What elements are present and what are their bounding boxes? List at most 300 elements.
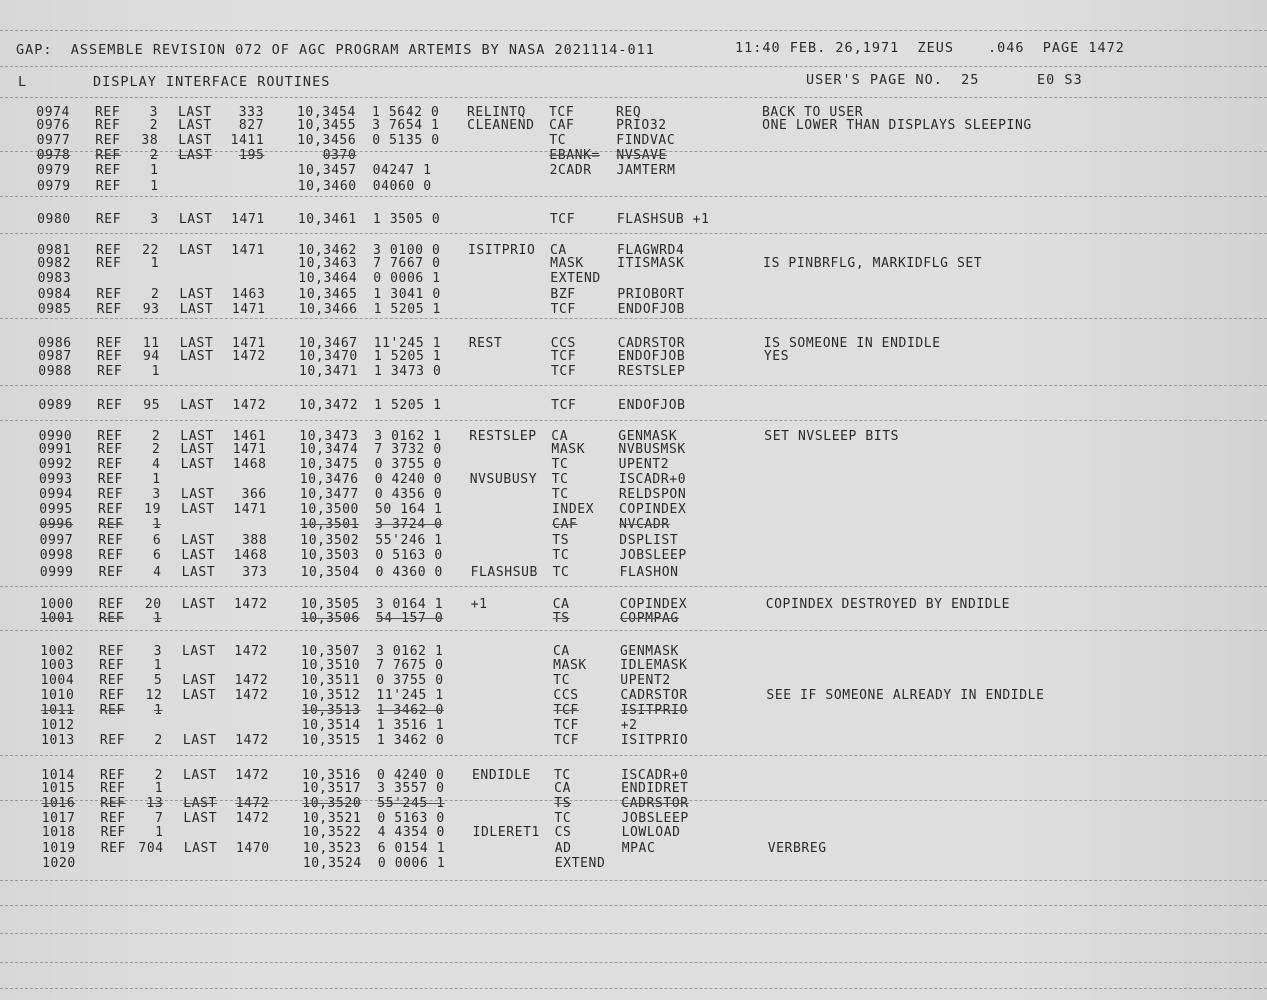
opcode: MASK [553,658,587,673]
address: 10,3460 [297,179,357,194]
ruled-line [0,196,1267,197]
last-keyword: LAST [180,487,215,502]
address: 10,3455 [297,118,357,133]
last-line: 1471 [231,302,266,317]
last-line: 1472 [235,796,270,811]
last-line: 1463 [231,287,266,302]
opcode: CAF [552,517,578,532]
last-keyword: LAST [181,533,215,548]
object-code: 0 5163 0 [375,548,443,563]
operand: LOWLOAD [621,825,681,840]
last-keyword: LAST [179,302,214,317]
address: 10,3510 [301,658,361,673]
line-number: 0986 [37,336,72,351]
opcode: TC [551,457,569,472]
opcode: TS [552,533,570,548]
opcode: TCF [553,703,579,718]
opcode: CAF [549,118,575,133]
line-number: 1001 [40,611,74,626]
line-number: 0987 [38,349,72,364]
last-line: 1411 [230,133,265,148]
ruled-line [0,97,1267,98]
line-number: 0978 [36,148,71,163]
operand: CADRSTOR [617,336,686,351]
line-number: 1004 [40,673,75,688]
last-line: 1472 [233,597,268,612]
operand: ENDIDRET [621,781,689,796]
opcode: TCF [553,718,579,733]
line-number: 1013 [41,733,75,748]
operand: UPENT2 [620,673,671,688]
ref-keyword: REF [98,611,125,626]
last-keyword: LAST [180,457,215,472]
last-keyword: LAST [179,336,214,351]
operand: +2 [620,718,638,733]
ref-keyword: REF [99,733,126,748]
operand: ENDOFJOB [617,302,685,317]
address: 10,3462 [298,243,357,258]
ref-keyword: REF [98,533,124,548]
ref-count: 22 [142,243,159,258]
ref-count: 13 [146,796,164,811]
last-line: 1472 [235,768,269,783]
symbol-label: FLASHSUB [470,565,538,580]
ref-count: 1 [154,703,163,718]
ref-keyword: REF [95,179,121,194]
ref-keyword: REF [95,212,122,227]
operand: ITISMASK [617,256,685,271]
address: 10,3511 [301,673,361,688]
last-line: 1472 [232,349,266,364]
ref-keyword: REF [95,133,121,148]
last-keyword: LAST [183,768,217,783]
opcode: EBANK= [549,148,600,163]
address: 10,3464 [298,271,358,286]
opcode: CA [553,644,570,659]
address: 10,3470 [298,349,358,364]
ref-keyword: REF [100,781,126,796]
last-keyword: LAST [178,118,212,133]
operand: PRIO32 [616,118,667,133]
ref-keyword: REF [99,688,125,703]
address: 10,3466 [298,302,358,317]
ref-keyword: REF [100,841,126,856]
operand: GENMASK [618,429,678,444]
opcode: TCF [549,105,575,120]
line-number: 0983 [37,271,72,286]
last-keyword: LAST [178,212,213,227]
ref-count: 2 [154,733,163,748]
address: 10,3457 [297,163,357,178]
operand: DSPLIST [619,533,679,548]
ruled-line [0,630,1267,631]
ruled-line [0,962,1267,963]
ref-keyword: REF [99,658,125,673]
object-code: 3 0162 1 [376,644,444,659]
opcode: TC [553,673,571,688]
symbol-label: ENDIDLE [472,768,531,783]
ref-count: 2 [151,429,161,444]
object-code: 3 7654 1 [372,118,440,133]
ref-count: 20 [144,597,162,612]
last-line: 1472 [234,644,268,659]
operand: COPINDEX [619,597,688,612]
ref-keyword: REF [100,811,126,826]
operand: NVSAVE [616,148,667,163]
object-code: 7 7667 0 [373,256,441,271]
object-code: 3 0100 0 [373,243,441,258]
operand: ISCADR+0 [618,472,687,487]
line-number: 1003 [40,658,75,673]
ref-keyword: REF [99,644,125,659]
ref-keyword: REF [95,148,121,163]
object-code: 1 3041 0 [373,287,441,302]
ref-count: 1 [153,611,162,626]
operand: FLAGWRD4 [617,243,685,258]
operand: ISCADR+0 [621,768,689,783]
operand: ENDOFJOB [618,398,686,413]
opcode: CA [551,429,569,444]
ref-count: 12 [145,688,163,703]
opcode: TS [554,796,572,811]
last-line: 1472 [232,398,267,413]
operand: FLASHON [619,565,679,580]
operand: JAMTERM [616,163,676,178]
address: 10,3501 [300,517,360,532]
address: 10,3475 [299,457,359,472]
last-keyword: LAST [180,442,215,457]
ref-keyword: REF [97,398,123,413]
last-keyword: LAST [183,841,218,856]
ref-count: 1 [150,179,159,194]
line-number: 0999 [39,565,74,580]
address: 10,3515 [301,733,361,748]
line-number: 0979 [36,163,71,178]
line-number: 1010 [40,688,75,703]
opcode: CA [554,781,571,796]
object-code: 3 0164 1 [375,597,444,612]
address: 10,3471 [299,364,358,379]
object-code: 04060 0 [372,179,432,194]
object-code: 0 5163 0 [377,811,445,826]
opcode: TCF [551,364,577,379]
ref-keyword: REF [96,302,122,317]
opcode: TC [551,472,569,487]
last-keyword: LAST [178,105,212,120]
object-code: 3 3557 0 [377,781,445,796]
symbol-label: ISITPRIO [468,243,536,258]
object-code: 7 7675 0 [376,658,444,673]
address: 10,3512 [301,688,361,703]
line-number: 0989 [38,398,73,413]
ruled-line [0,905,1267,906]
last-keyword: LAST [183,811,218,826]
ref-keyword: REF [95,163,121,178]
ref-count: 1 [150,256,160,271]
ref-keyword: REF [97,457,123,472]
object-code: 0 3755 0 [374,457,442,472]
line-number: 0998 [39,548,74,563]
opcode: MASK [551,442,586,457]
ref-keyword: REF [96,243,122,258]
ruled-line [0,988,1267,989]
line-number: 1016 [41,796,76,811]
ref-keyword: REF [96,349,123,364]
ref-keyword: REF [97,487,124,502]
line-number: 0981 [37,243,71,258]
last-line: 195 [239,148,265,163]
object-code: 0 0006 1 [373,271,441,286]
line-number: 0985 [37,302,72,317]
last-keyword: LAST [181,565,216,580]
address: 10,3473 [299,429,359,444]
ref-keyword: REF [97,429,123,444]
last-keyword: LAST [181,548,216,563]
opcode: TC [551,487,569,502]
symbol-label: RESTSLEP [469,429,537,444]
operand: NVCADR [619,517,670,532]
object-code: 11'245 1 [373,336,442,351]
line-number: 0988 [38,364,72,379]
ref-count: 1 [152,517,162,532]
operand: UPENT2 [618,457,670,472]
last-line: 388 [242,533,268,548]
last-keyword: LAST [182,733,217,748]
user-page-number: USER'S PAGE NO. 25 [806,72,980,88]
operand: JOBSLEEP [619,548,687,563]
ref-count: 1 [154,781,164,796]
line-number: 0991 [38,442,73,457]
last-keyword: LAST [182,673,216,688]
operand: PRIOBORT [617,287,685,302]
last-line: 1468 [232,457,267,472]
address: 10,3476 [299,472,359,487]
ref-count: 7 [154,811,164,826]
line-number: 1017 [41,811,76,826]
opcode: CCS [550,336,576,351]
address: 10,3522 [302,825,362,840]
ref-keyword: REF [95,105,121,120]
ref-count: 1 [153,658,163,673]
comment: IS PINBRFLG, MARKIDFLG SET [763,256,983,271]
address: 10,3513 [301,703,361,718]
ref-keyword: REF [97,364,123,379]
ref-keyword: REF [100,768,126,783]
line-number: 1014 [41,768,75,783]
ref-count: 6 [152,548,162,563]
operand: COPMPAG [619,611,679,626]
ref-count: 3 [150,212,159,227]
last-line: 1471 [231,336,266,351]
object-code: 0 5135 0 [372,133,440,148]
address: 10,3465 [298,287,358,302]
ruled-line [0,66,1267,67]
last-line: 1471 [232,442,267,457]
section-mark: L [18,74,28,90]
comment: VERBREG [767,841,827,856]
ref-count: 3 [152,487,161,502]
last-line: 373 [242,565,268,580]
address: 10,3521 [302,811,362,826]
line-number: 0979 [36,179,71,194]
operand: JOBSLEEP [621,811,689,826]
opcode: EXTEND [550,271,601,286]
operand: FLASHSUB +1 [616,212,710,227]
section-title: DISPLAY INTERFACE ROUTINES [93,74,331,90]
line-number: 1019 [41,841,76,856]
line-number: 0976 [36,118,71,133]
object-code: 4 4354 0 [377,825,445,840]
address: 0370 [322,148,357,163]
last-line: 366 [241,487,267,502]
last-keyword: LAST [182,688,217,703]
object-code: 6 0154 1 [377,841,446,856]
opcode: TCF [553,733,580,748]
last-line: 1470 [235,841,270,856]
address: 10,3477 [299,487,359,502]
ruled-line [0,30,1267,31]
ruled-line [0,420,1267,421]
object-code: 3 0162 1 [374,429,442,444]
ref-count: 1 [152,472,161,487]
ref-count: 38 [141,133,159,148]
last-line: 1472 [235,733,269,748]
ruled-line [0,933,1267,934]
line-number: 0995 [39,502,73,517]
ref-keyword: REF [98,548,124,563]
ref-keyword: REF [97,442,123,457]
opcode: MASK [550,256,584,271]
ruled-line [0,880,1267,881]
address: 10,3474 [299,442,359,457]
address: 10,3461 [297,212,357,227]
ref-keyword: REF [99,673,125,688]
address: 10,3520 [302,796,362,811]
object-code: 04247 1 [372,163,432,178]
object-code: 1 3516 1 [376,718,445,733]
address: 10,3472 [299,398,359,413]
comment: COPINDEX DESTROYED BY ENDIDLE [765,597,1011,612]
ref-keyword: REF [96,256,122,271]
line-number: 1018 [41,825,76,840]
object-code: 0 4360 0 [375,565,443,580]
symbol-label: RELINTQ [467,105,526,120]
line-number: 1012 [40,718,75,733]
ref-count: 5 [153,673,163,688]
opcode: TCF [550,302,576,317]
last-keyword: LAST [179,287,214,302]
last-line: 1471 [231,243,265,258]
address: 10,3504 [300,565,360,580]
operand: ENDOFJOB [617,349,686,364]
ref-keyword: REF [95,118,121,133]
object-code: 1 3462 0 [376,733,445,748]
symbol-label: REST [468,336,503,351]
last-keyword: LAST [178,148,213,163]
operand: ISITPRIO [620,703,688,718]
symbol-label: IDLERET1 [472,825,540,840]
object-code: 50 164 1 [375,502,443,517]
ref-count: 19 [144,502,161,517]
operand: RELDSPON [618,487,687,502]
ref-keyword: REF [98,565,124,580]
address: 10,3505 [300,597,360,612]
ref-keyword: REF [100,796,126,811]
object-code: 0 4356 0 [374,487,443,502]
ruled-line [0,318,1267,319]
header-page-number: .046 PAGE 1472 [988,40,1125,56]
operand: GENMASK [620,644,679,659]
comment: ONE LOWER THAN DISPLAYS SLEEPING [762,118,1032,133]
object-code: 11'245 1 [376,688,444,703]
ref-count: 95 [143,398,161,413]
last-keyword: LAST [180,429,214,444]
line-number: 1015 [41,781,76,796]
symbol-label: +1 [470,597,488,612]
line-number: 0982 [37,256,72,271]
ref-count: 3 [149,105,158,120]
last-line: 1471 [233,502,267,517]
line-number: 0980 [37,212,71,227]
line-number: 1000 [39,597,74,612]
last-line: 1461 [232,429,267,444]
ref-count: 2 [149,118,159,133]
opcode: TCF [550,349,577,364]
ref-count: 704 [138,841,164,856]
object-code: 1 5205 1 [373,302,441,317]
object-code: 0 4240 0 [374,472,443,487]
ref-count: 1 [151,364,160,379]
symbol-label: CLEANEND [467,118,535,133]
line-number: 0977 [36,133,71,148]
address: 10,3517 [302,781,362,796]
last-keyword: LAST [179,243,213,258]
ref-keyword: REF [99,703,125,718]
comment: IS SOMEONE IN ENDIDLE [763,336,941,351]
opcode: TS [552,611,570,626]
object-code: 54 157 0 [375,611,444,626]
operand: ISITPRIO [620,733,689,748]
ruled-line [0,755,1267,756]
opcode: TC [549,133,567,148]
ref-keyword: REF [98,517,124,532]
last-line: 1472 [234,673,269,688]
address: 10,3456 [297,133,357,148]
ref-keyword: REF [98,502,124,517]
ref-count: 11 [142,336,160,351]
line-number: 0996 [39,517,74,532]
ref-count: 93 [142,302,160,317]
comment: SET NVSLEEP BITS [764,429,900,444]
line-number: 0997 [39,533,74,548]
ref-count: 2 [149,148,159,163]
ruled-line [0,586,1267,587]
ref-count: 3 [153,644,162,659]
opcode: INDEX [552,502,595,517]
ref-keyword: REF [96,336,122,351]
ref-count: 1 [155,825,164,840]
ruled-line [0,233,1267,234]
last-line: 827 [238,118,265,133]
last-line: 1472 [234,688,269,703]
last-keyword: LAST [183,796,217,811]
address: 10,3500 [300,502,359,517]
object-code: 1 3473 0 [374,364,442,379]
address: 10,3507 [301,644,360,659]
symbol-label: NVSUBUSY [469,472,538,487]
address: 10,3454 [297,105,356,120]
opcode: BZF [550,287,576,302]
